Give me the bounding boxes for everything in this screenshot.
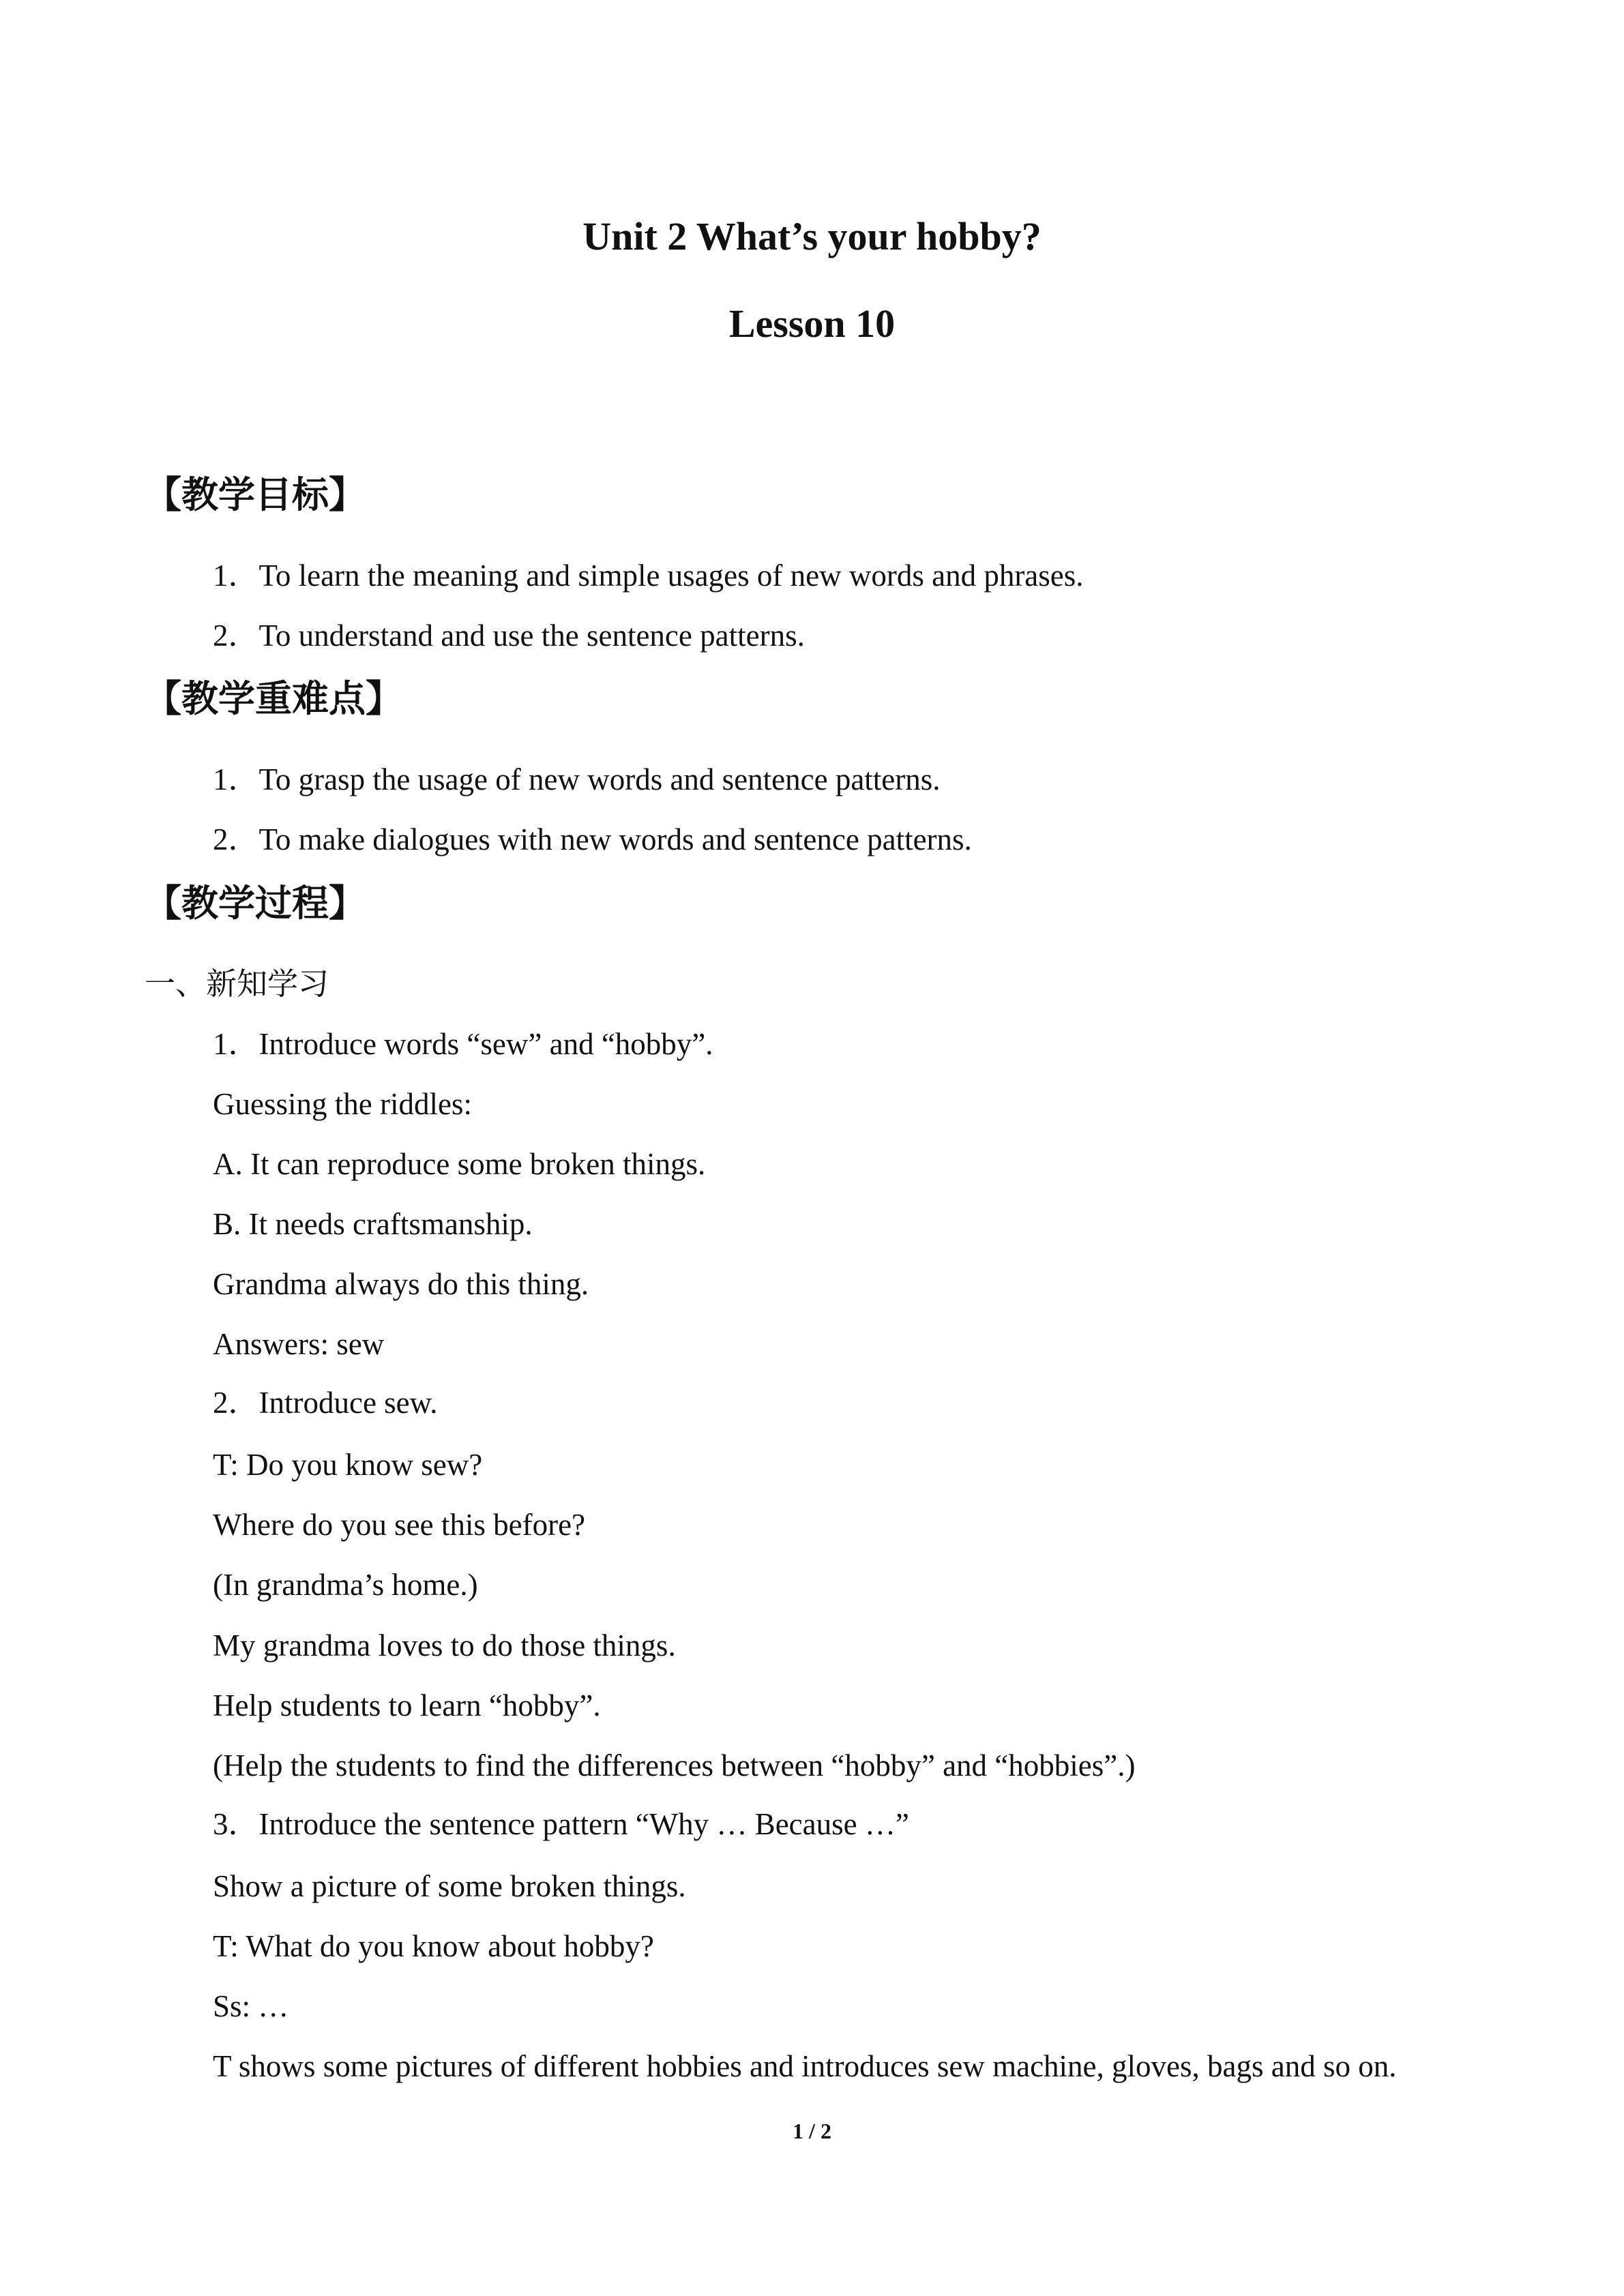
process-line: (Help the students to find the differences between “hobby” and “hobbies”.) [213, 1748, 1136, 1783]
process-line: Answers: sew [213, 1327, 385, 1361]
process-line: Show a picture of some broken things. [213, 1869, 686, 1903]
process-line: Help students to learn “hobby”. [213, 1688, 601, 1723]
process-line: 1．Introduce words “sew” and “hobby”. [213, 1027, 713, 1061]
key-point-item: 1．To grasp the usage of new words and sentence patterns. [213, 762, 941, 796]
process-line: B. It needs craftsmanship. [213, 1207, 533, 1241]
process-line: Where do you see this before? [213, 1508, 586, 1542]
process-line: 3．Introduce the sentence pattern “Why … Because …” [213, 1807, 909, 1841]
objective-item: 2．To understand and use the sentence patterns. [213, 618, 805, 653]
process-line: My grandma loves to do those things. [213, 1628, 676, 1663]
objectives-heading: 【教学目标】 [145, 473, 366, 516]
page-number: 1 / 2 [793, 2119, 831, 2143]
process-line: T shows some pictures of different hobbies and introduces sew machine, gloves, bags and so on. [213, 2049, 1397, 2083]
lesson-title: Lesson 10 [728, 301, 896, 346]
objective-item: 1．To learn the meaning and simple usages of new words and phrases. [213, 558, 1084, 593]
key-points-heading: 【教学重难点】 [145, 677, 402, 720]
process-line: T: Do you know sew? [213, 1448, 483, 1482]
process-line: Grandma always do this thing. [213, 1267, 589, 1301]
key-point-item: 2．To make dialogues with new words and sentence patterns. [213, 822, 972, 856]
process-heading: 【教学过程】 [145, 882, 366, 925]
part-one-heading: 一、新知学习 [145, 966, 329, 1002]
process-line: 2．Introduce sew. [213, 1386, 438, 1420]
process-line: T: What do you know about hobby? [213, 1929, 654, 1963]
process-line: Guessing the riddles: [213, 1087, 472, 1121]
document-title: Unit 2 What’s your hobby? [582, 214, 1042, 258]
process-line: (In grandma’s home.) [213, 1568, 478, 1602]
process-line: Ss: … [213, 1989, 289, 2023]
process-line: A. It can reproduce some broken things. [213, 1147, 706, 1181]
